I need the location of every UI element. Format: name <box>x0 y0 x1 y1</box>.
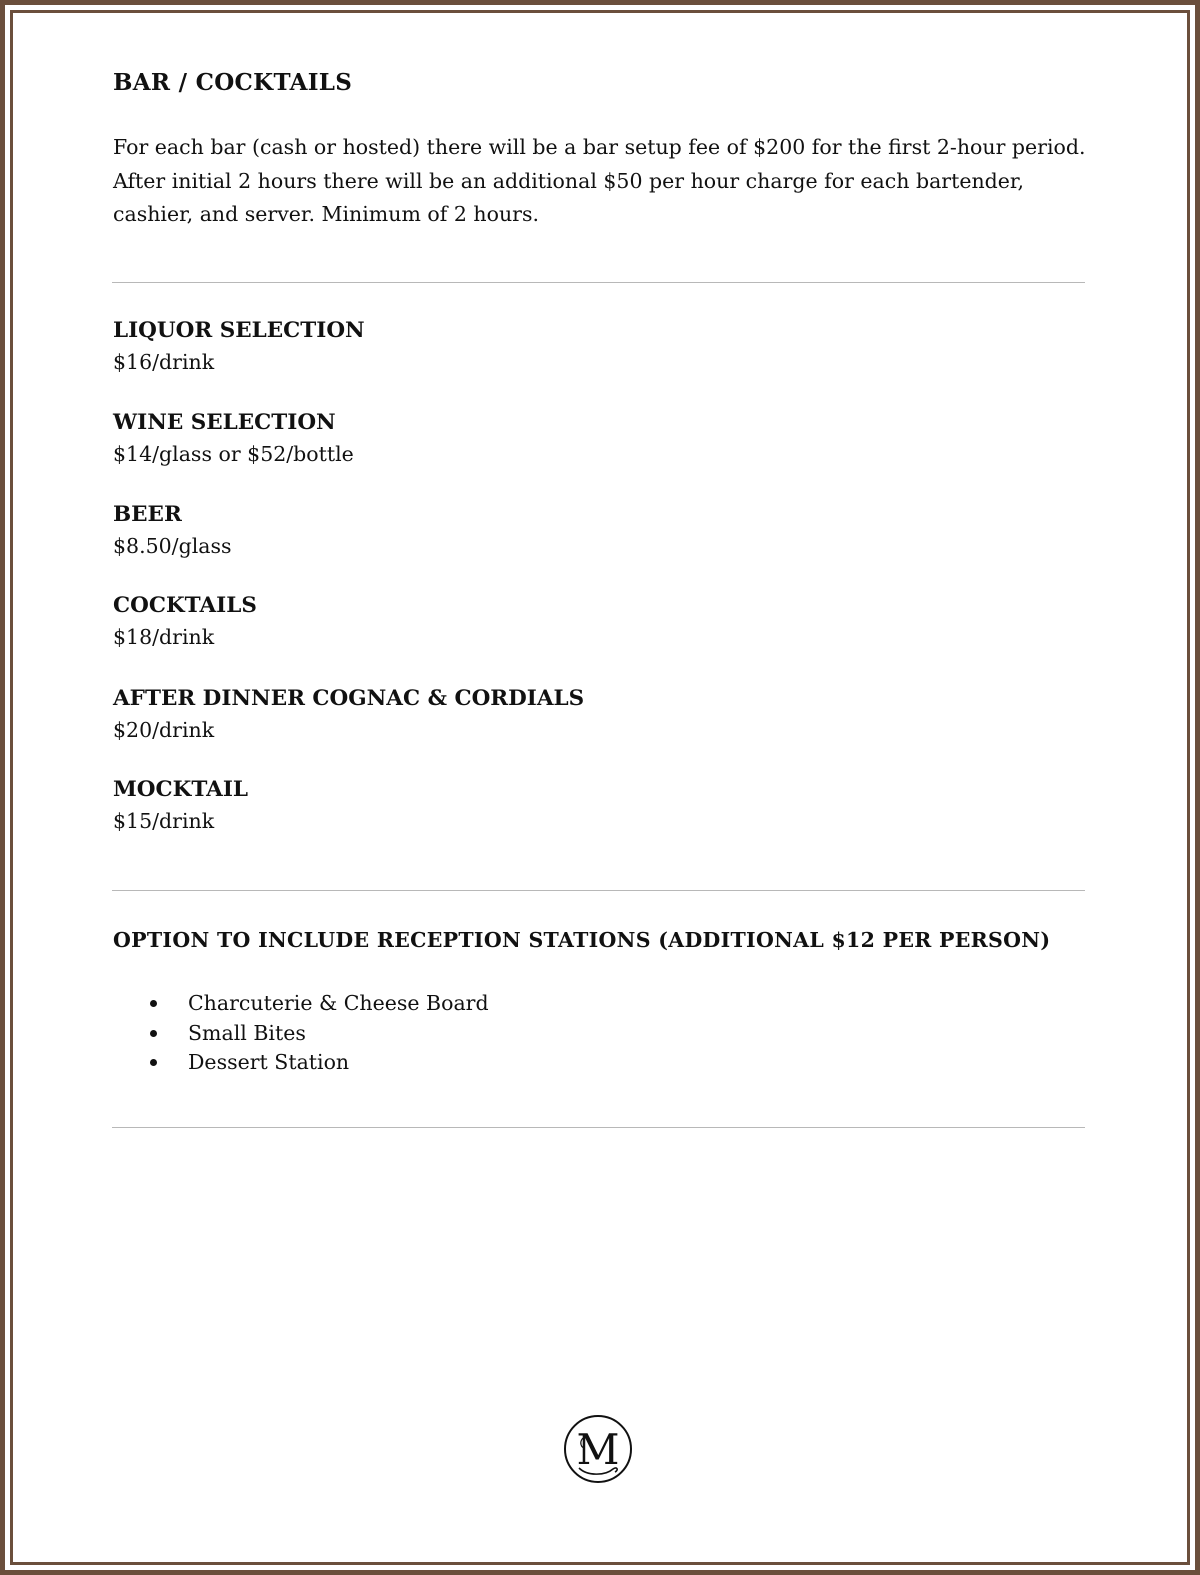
divider <box>112 890 1085 891</box>
divider <box>112 282 1085 283</box>
drink-item-mocktail <box>113 775 248 837</box>
drink-item-liquor <box>113 316 365 378</box>
station-label: Charcuterie & Cheese Board <box>188 991 489 1015</box>
reception-stations-title: OPTION TO INCLUDE RECEPTION STATIONS (ADDITIONAL $12 PER PERSON) <box>113 928 1051 952</box>
bullet-icon <box>150 1059 157 1066</box>
drink-name: AFTER DINNER COGNAC & CORDIALS <box>113 686 585 711</box>
drink-price: $20/drink <box>113 718 215 742</box>
drink-name: LIQUOR SELECTION <box>113 318 365 343</box>
drink-name: COCKTAILS <box>113 593 257 618</box>
reception-stations-list <box>113 989 489 1078</box>
bullet-icon <box>150 1000 157 1007</box>
list-item <box>113 989 489 1019</box>
bar-setup-description: For each bar (cash or hosted) there will be a bar setup fee of $200 for the first 2-hour period. After initial 2 hours there will be an additional $50 per hour charge for each bartender, cashier, and server. Minimum of 2 hours. <box>113 135 1086 226</box>
drink-price: $16/drink <box>113 350 215 374</box>
drink-price: $18/drink <box>113 625 215 649</box>
monogram-logo-icon <box>563 1414 633 1484</box>
drink-item-wine <box>113 408 354 470</box>
bullet-icon <box>150 1030 157 1037</box>
list-item <box>113 1048 489 1078</box>
station-label: Dessert Station <box>188 1050 350 1074</box>
drink-item-cognac-cordials <box>113 684 584 746</box>
svg-text:M: M <box>576 1425 620 1474</box>
drink-name: MOCKTAIL <box>113 777 249 802</box>
divider <box>112 1127 1085 1128</box>
drink-name: BEER <box>113 502 182 527</box>
drink-price: $8.50/glass <box>113 534 232 558</box>
drink-price: $14/glass or $52/bottle <box>113 442 354 466</box>
drink-price: $15/drink <box>113 809 215 833</box>
drink-item-beer <box>113 500 232 562</box>
list-item <box>113 1019 489 1049</box>
station-label: Small Bites <box>188 1020 306 1045</box>
bar-section-title: BAR / COCKTAILS <box>113 69 353 96</box>
drink-item-cocktails <box>113 591 257 653</box>
drink-name: WINE SELECTION <box>113 410 336 435</box>
